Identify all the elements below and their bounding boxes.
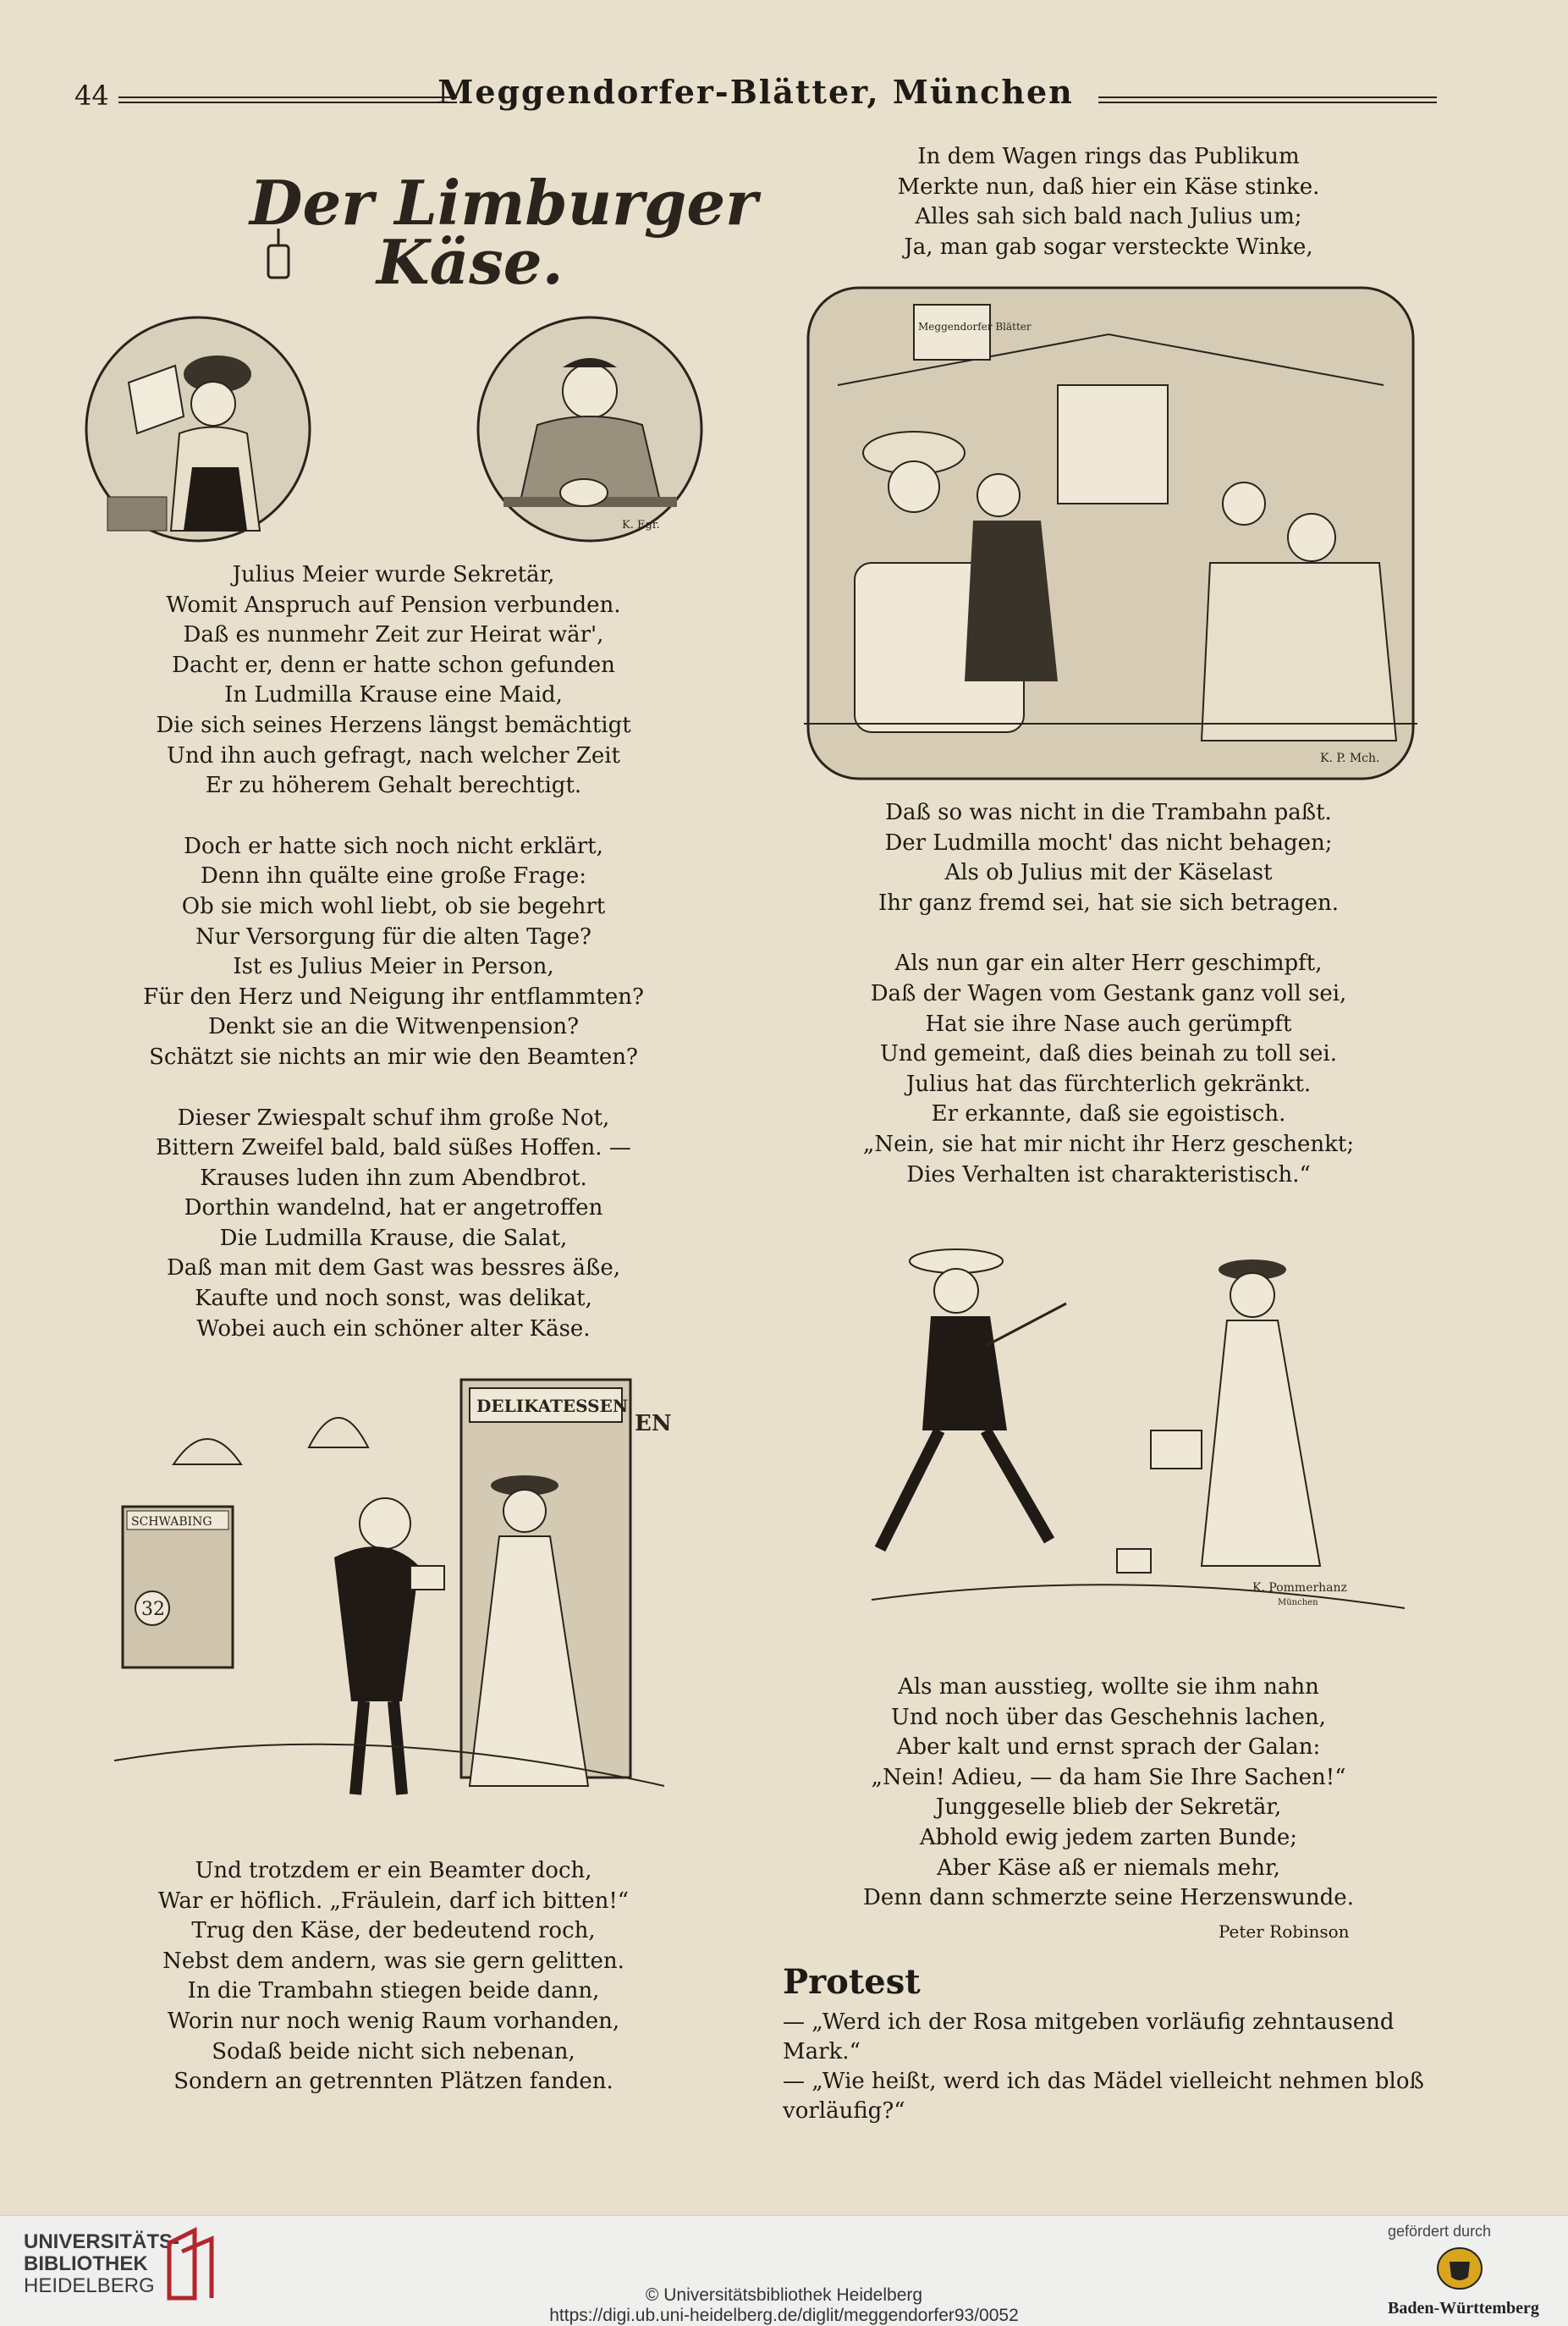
header-ornament-right — [1098, 96, 1437, 103]
page-number: 44 — [74, 80, 109, 112]
verse-line: Nur Versorgung für die alten Tage? — [195, 923, 591, 950]
verse-line: Er erkannte, daß sie egoistisch. — [931, 1101, 1286, 1127]
copyright-text: © Universitätsbibliothek Heidelberg — [645, 2285, 923, 2305]
library-name-line3: HEIDELBERG — [24, 2274, 155, 2297]
verse-line: Ihr ganz fremd sei, hat sie sich betragen. — [878, 890, 1340, 916]
verse-line: Für den Herz und Neigung ihr entflammten? — [143, 984, 644, 1010]
illustration-lady-reading — [78, 315, 319, 543]
poem-right-top — [812, 142, 1405, 262]
verse-line: Worin nur noch wenig Raum vorhanden, — [167, 2008, 620, 2034]
signature-walk: K. Pommerhanz — [1252, 1581, 1347, 1595]
verse-line: Als man ausstieg, wollte sie ihm nahn — [898, 1674, 1319, 1700]
verse-line: Denn dann schmerzte seine Herzenswunde. — [863, 1885, 1354, 1911]
verse-line: Junggeselle blieb der Sekretär, — [935, 1794, 1282, 1821]
stanza-5 — [812, 798, 1405, 918]
verse-line: Daß der Wagen vom Gestank ganz voll sei, — [870, 980, 1347, 1006]
state-crest-icon — [1434, 2243, 1485, 2294]
magazine-title: Meggendorfer-Blätter, München — [437, 73, 1074, 111]
cheese-block-icon — [268, 245, 289, 278]
verse-line: Ob sie mich wohl liebt, ob sie begehrt — [181, 893, 606, 919]
verse-line: Ja, man gab sogar versteckte Winke, — [904, 234, 1313, 260]
verse-line: Sondern an getrennten Plätzen fanden. — [173, 2069, 613, 2095]
verse-line: Daß es nunmehr Zeit zur Heirat wär', — [183, 622, 604, 648]
verse-line: Als ob Julius mit der Käselast — [944, 860, 1273, 886]
verse-line: „Nein, sie hat mir nicht ihr Herz geschenkt; — [862, 1131, 1355, 1157]
verse-line: „Nein! Adieu, — da ham Sie Ihre Sachen!“ — [871, 1764, 1346, 1790]
signature-circle: K. Egr. — [622, 519, 660, 532]
page-header — [74, 73, 1437, 124]
verse-line: Merkte nun, daß hier ein Käse stinke. — [897, 174, 1320, 200]
poem-left-bottom — [127, 1856, 660, 2097]
verse-line: Bittern Zweifel bald, bald süßes Hoffen. — — [156, 1135, 631, 1161]
stanza-6 — [812, 949, 1405, 1190]
verse-line: Doch er hatte sich noch nicht erklärt, — [184, 833, 603, 859]
poem-right-middle — [812, 798, 1405, 1221]
protest-text — [783, 2008, 1434, 2126]
verse-line: Die Ludmilla Krause, die Salat, — [219, 1225, 568, 1251]
poem-right-bottom — [812, 1673, 1405, 1914]
verse-line: Der Ludmilla mocht' das nicht behagen; — [884, 830, 1333, 856]
poem-author: Peter Robinson — [1219, 1921, 1350, 1942]
verse-line: Denn ihn quälte eine große Frage: — [201, 863, 586, 890]
signature-walk-sub: München — [1278, 1598, 1318, 1607]
stanza-2 — [127, 832, 660, 1073]
tram-ad: Meggendorfer Blätter — [918, 321, 1032, 333]
verse-line: Die sich seines Herzens längst bemächtigt — [156, 712, 631, 738]
verse-line: Womit Anspruch auf Pension verbunden. — [166, 592, 621, 618]
verse-line: Aber Käse aß er niemals mehr, — [937, 1855, 1280, 1881]
verse-line: Und ihn auch gefragt, nach welcher Zeit — [166, 742, 621, 769]
shop-sign: DELIKATESSEN — [476, 1396, 629, 1416]
verse-line: Nebst dem andern, was sie gern gelitten. — [162, 1948, 624, 1974]
verse-line: Dorthin wandelnd, hat er angetroffen — [184, 1195, 603, 1221]
signature-tram: K. P. Mch. — [1320, 752, 1380, 765]
funded-by-text: gefördert durch — [1388, 2223, 1492, 2240]
verse-line: Und trotzdem er ein Beamter doch, — [195, 1858, 592, 1883]
verse-line: War er höflich. „Fräulein, darf ich bitten!“ — [157, 1888, 630, 1914]
verse-line: Sodaß beide nicht sich nebenan, — [212, 2038, 575, 2064]
library-name-line1: UNIVERSITÄTS- — [24, 2230, 180, 2253]
permalink[interactable]: https://digi.ub.uni-heidelberg.de/diglit/meggendorfer93/0052 — [549, 2306, 1019, 2325]
verse-line: Kaufte und noch sonst, was delikat, — [195, 1286, 592, 1312]
illustration-tram-interior — [804, 284, 1417, 783]
library-name-line2: BIBLIOTHEK — [24, 2252, 148, 2275]
verse-line: Und noch über das Geschehnis lachen, — [891, 1704, 1326, 1730]
poem-title-line1: Der Limburger — [250, 167, 758, 239]
verse-line: Wobei auch ein schöner alter Käse. — [196, 1315, 591, 1342]
protest-title: Protest — [783, 1962, 921, 2002]
protest-line: — „Werd ich der Rosa mitgeben vorläufig zehntausend Mark.“ — [783, 2009, 1395, 2064]
shop-sign-partial: EN — [635, 1411, 672, 1436]
stanza-1 — [127, 560, 660, 802]
verse-line: Ist es Julius Meier in Person, — [233, 954, 554, 980]
illustration-delicatessen — [114, 1363, 672, 1824]
poem-title-line2: Käse. — [377, 226, 564, 298]
verse-line: Abhold ewig jedem zarten Bunde; — [919, 1824, 1298, 1850]
verse-line: Daß man mit dem Gast was bessres äße, — [166, 1255, 621, 1282]
stanza-3 — [127, 1104, 660, 1345]
verse-line: Trug den Käse, der bedeutend roch, — [191, 1918, 596, 1944]
verse-line: Und gemeint, daß dies beinah zu toll sei. — [879, 1041, 1338, 1067]
verse-line: In die Trambahn stiegen beide dann, — [187, 1978, 600, 2004]
verse-line: Dieser Zwiespalt schuf ihm große Not, — [177, 1105, 610, 1131]
verse-line: Julius Meier wurde Sekretär, — [232, 562, 555, 587]
verse-line: In Ludmilla Krause eine Maid, — [224, 682, 563, 708]
verse-line: Als nun gar ein alter Herr geschimpft, — [894, 951, 1323, 977]
poem-title — [241, 165, 758, 300]
verse-line: Julius hat das fürchterlich gekränkt. — [905, 1071, 1312, 1097]
verse-line: Krauses luden ihn zum Abendbrot. — [200, 1165, 587, 1191]
protest-line: — „Wie heißt, werd ich das Mädel vielleicht nehmen bloß vorläufig?“ — [783, 2069, 1424, 2124]
verse-line: Alles sah sich bald nach Julius um; — [915, 204, 1302, 230]
verse-line: Denkt sie an die Witwenpension? — [207, 1014, 580, 1040]
illustration-man-with-cheese — [470, 315, 711, 543]
state-name[interactable]: Baden-Württemberg — [1388, 2299, 1539, 2318]
verse-line: Er zu höherem Gehalt berechtigt. — [205, 773, 582, 799]
verse-line: In dem Wagen rings das Publikum — [917, 144, 1300, 169]
verse-line: Schätzt sie nichts an mir wie den Beamten? — [149, 1044, 638, 1070]
verse-line: Daß so was nicht in die Trambahn paßt. — [885, 800, 1332, 825]
verse-line: Dies Verhalten ist charakteristisch.“ — [906, 1161, 1311, 1188]
tram-sign: SCHWABING — [131, 1515, 212, 1529]
verse-line: Hat sie ihre Nase auch gerümpft — [925, 1011, 1292, 1037]
poem-left-column — [127, 560, 660, 1375]
verse-line: Dacht er, denn er hatte schon gefunden — [172, 652, 615, 678]
verse-line: Aber kalt und ernst sprach der Galan: — [896, 1734, 1321, 1761]
illustration-parting — [846, 1210, 1413, 1634]
tram-number: 32 — [141, 1599, 165, 1620]
